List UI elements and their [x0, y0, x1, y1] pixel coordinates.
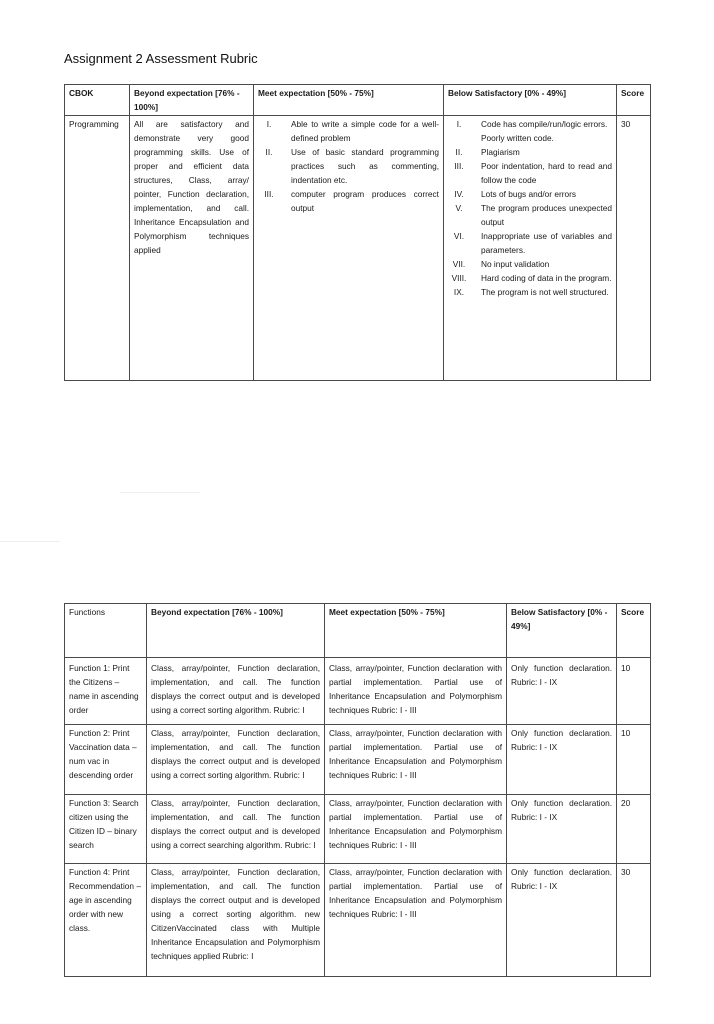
list-item: VI. Inappropriate use of variables and parameters.: [453, 231, 612, 255]
meet-criteria-list: [258, 117, 439, 215]
beyond-cell: Class, array/pointer, Function declaration, implementation, and call. The function displays the correct output and is developed using a correct sorting algorithm. new CitizenVaccinated class with Multiple Inheritance Encapsulation and Polymorphism techniques applied Rubric: I: [147, 864, 325, 977]
list-item: I. Able to write a simple code for a well-defined problem: [266, 119, 439, 143]
scan-artifact: [0, 541, 60, 542]
function-cell: Function 2: Print Vaccination data – num vac in descending order: [65, 725, 147, 795]
beyond-cell: Class, array/pointer, Function declaration, implementation, and call. The function displays the correct output and is developed using a correct sorting algorithm. Rubric: I: [147, 725, 325, 795]
cbok-cell: Programming: [65, 116, 130, 381]
list-item: III. Poor indentation, hard to read and follow the code: [454, 161, 612, 185]
below-cell: Only function declaration. Rubric: I - IX: [507, 725, 617, 795]
table-row: [65, 658, 651, 725]
beyond-cell: Class, array/pointer, Function declaration, implementation, and call. The function displays the correct output and is developed using a correct searching algorithm. Rubric: I: [147, 795, 325, 864]
header-meet-expectation: Meet expectation [50% - 75%]: [325, 604, 507, 658]
function-cell: Function 3: Search citizen using the Citizen ID – binary search: [65, 795, 147, 864]
rubric-table-cbok: [64, 84, 651, 381]
list-item: Poorly written code.: [481, 133, 554, 143]
list-item: IV. Lots of bugs and/or errors: [454, 189, 577, 199]
list-item: III. computer program produces correct output: [264, 189, 439, 213]
list-item: IX. The program is not well structured.: [453, 287, 609, 297]
page-title: Assignment 2 Assessment Rubric: [64, 51, 258, 66]
function-cell: Function 4: Print Recommendation – age in ascending order with new class.: [65, 864, 147, 977]
table-header-row: [65, 604, 651, 658]
score-cell: 10: [617, 658, 651, 725]
below-criteria-list: [448, 117, 612, 299]
score-cell: 30: [617, 864, 651, 977]
beyond-cell: All are satisfactory and demonstrate very good programming skills. Use of proper and efficient data structures, Class, array/ pointer, Function declaration, implementation, and call. Inheritance Encapsulation and Polymorphism techniques applied: [130, 116, 254, 381]
table-row: [65, 725, 651, 795]
header-score: Score: [617, 85, 651, 116]
below-cell: [444, 116, 617, 381]
below-cell: Only function declaration. Rubric: I - IX: [507, 795, 617, 864]
header-meet-expectation: Meet expectation [50% - 75%]: [254, 85, 444, 116]
header-beyond-expectation: Beyond expectation [76% - 100%]: [130, 85, 254, 116]
meet-cell: Class, array/pointer, Function declaration with partial implementation. Partial use of Inheritance Encapsulation and Polymorphism techniques Rubric: I - III: [325, 864, 507, 977]
header-functions: Functions: [65, 604, 147, 658]
header-cbok: CBOK: [65, 85, 130, 116]
header-beyond-expectation: Beyond expectation [76% - 100%]: [147, 604, 325, 658]
table-header-row: [65, 85, 651, 116]
list-item: I. Code has compile/run/logic errors.: [456, 119, 608, 129]
score-cell: 30: [617, 116, 651, 381]
rubric-table-functions: [64, 603, 651, 977]
list-item: V. The program produces unexpected output: [455, 203, 612, 227]
scan-artifact: [120, 492, 200, 493]
header-below-satisfactory: Below Satisfactory [0% - 49%]: [444, 85, 617, 116]
function-cell: Function 1: Print the Citizens – name in ascending order: [65, 658, 147, 725]
meet-cell: [254, 116, 444, 381]
meet-cell: Class, array/pointer, Function declaration with partial implementation. Partial use of Inheritance Encapsulation and Polymorphism techniques Rubric: I - III: [325, 795, 507, 864]
list-item: VII. No input validation: [452, 259, 550, 269]
score-cell: 20: [617, 795, 651, 864]
meet-cell: Class, array/pointer, Function declaration with partial implementation. Partial use of Inheritance Encapsulation and Polymorphism techniques Rubric: I - III: [325, 658, 507, 725]
table-row: [65, 864, 651, 977]
table-row: [65, 795, 651, 864]
below-cell: Only function declaration. Rubric: I - IX: [507, 658, 617, 725]
header-below-satisfactory: Below Satisfactory [0% - 49%]: [507, 604, 617, 658]
meet-cell: Class, array/pointer, Function declaration with partial implementation. Partial use of Inheritance Encapsulation and Polymorphism techniques Rubric: I - III: [325, 725, 507, 795]
score-cell: 10: [617, 725, 651, 795]
list-item: VIII. Hard coding of data in the program.: [451, 273, 612, 283]
below-cell: Only function declaration. Rubric: I - IX: [507, 864, 617, 977]
list-item: II. Plagiarism: [455, 147, 520, 157]
beyond-cell: Class, array/pointer, Function declaration, implementation, and call. The function displays the correct output and is developed using a correct sorting algorithm. Rubric: I: [147, 658, 325, 725]
list-item: II. Use of basic standard programming practices such as commenting, indentation etc.: [265, 147, 439, 185]
header-score: Score: [617, 604, 651, 658]
table-row: [65, 116, 651, 381]
